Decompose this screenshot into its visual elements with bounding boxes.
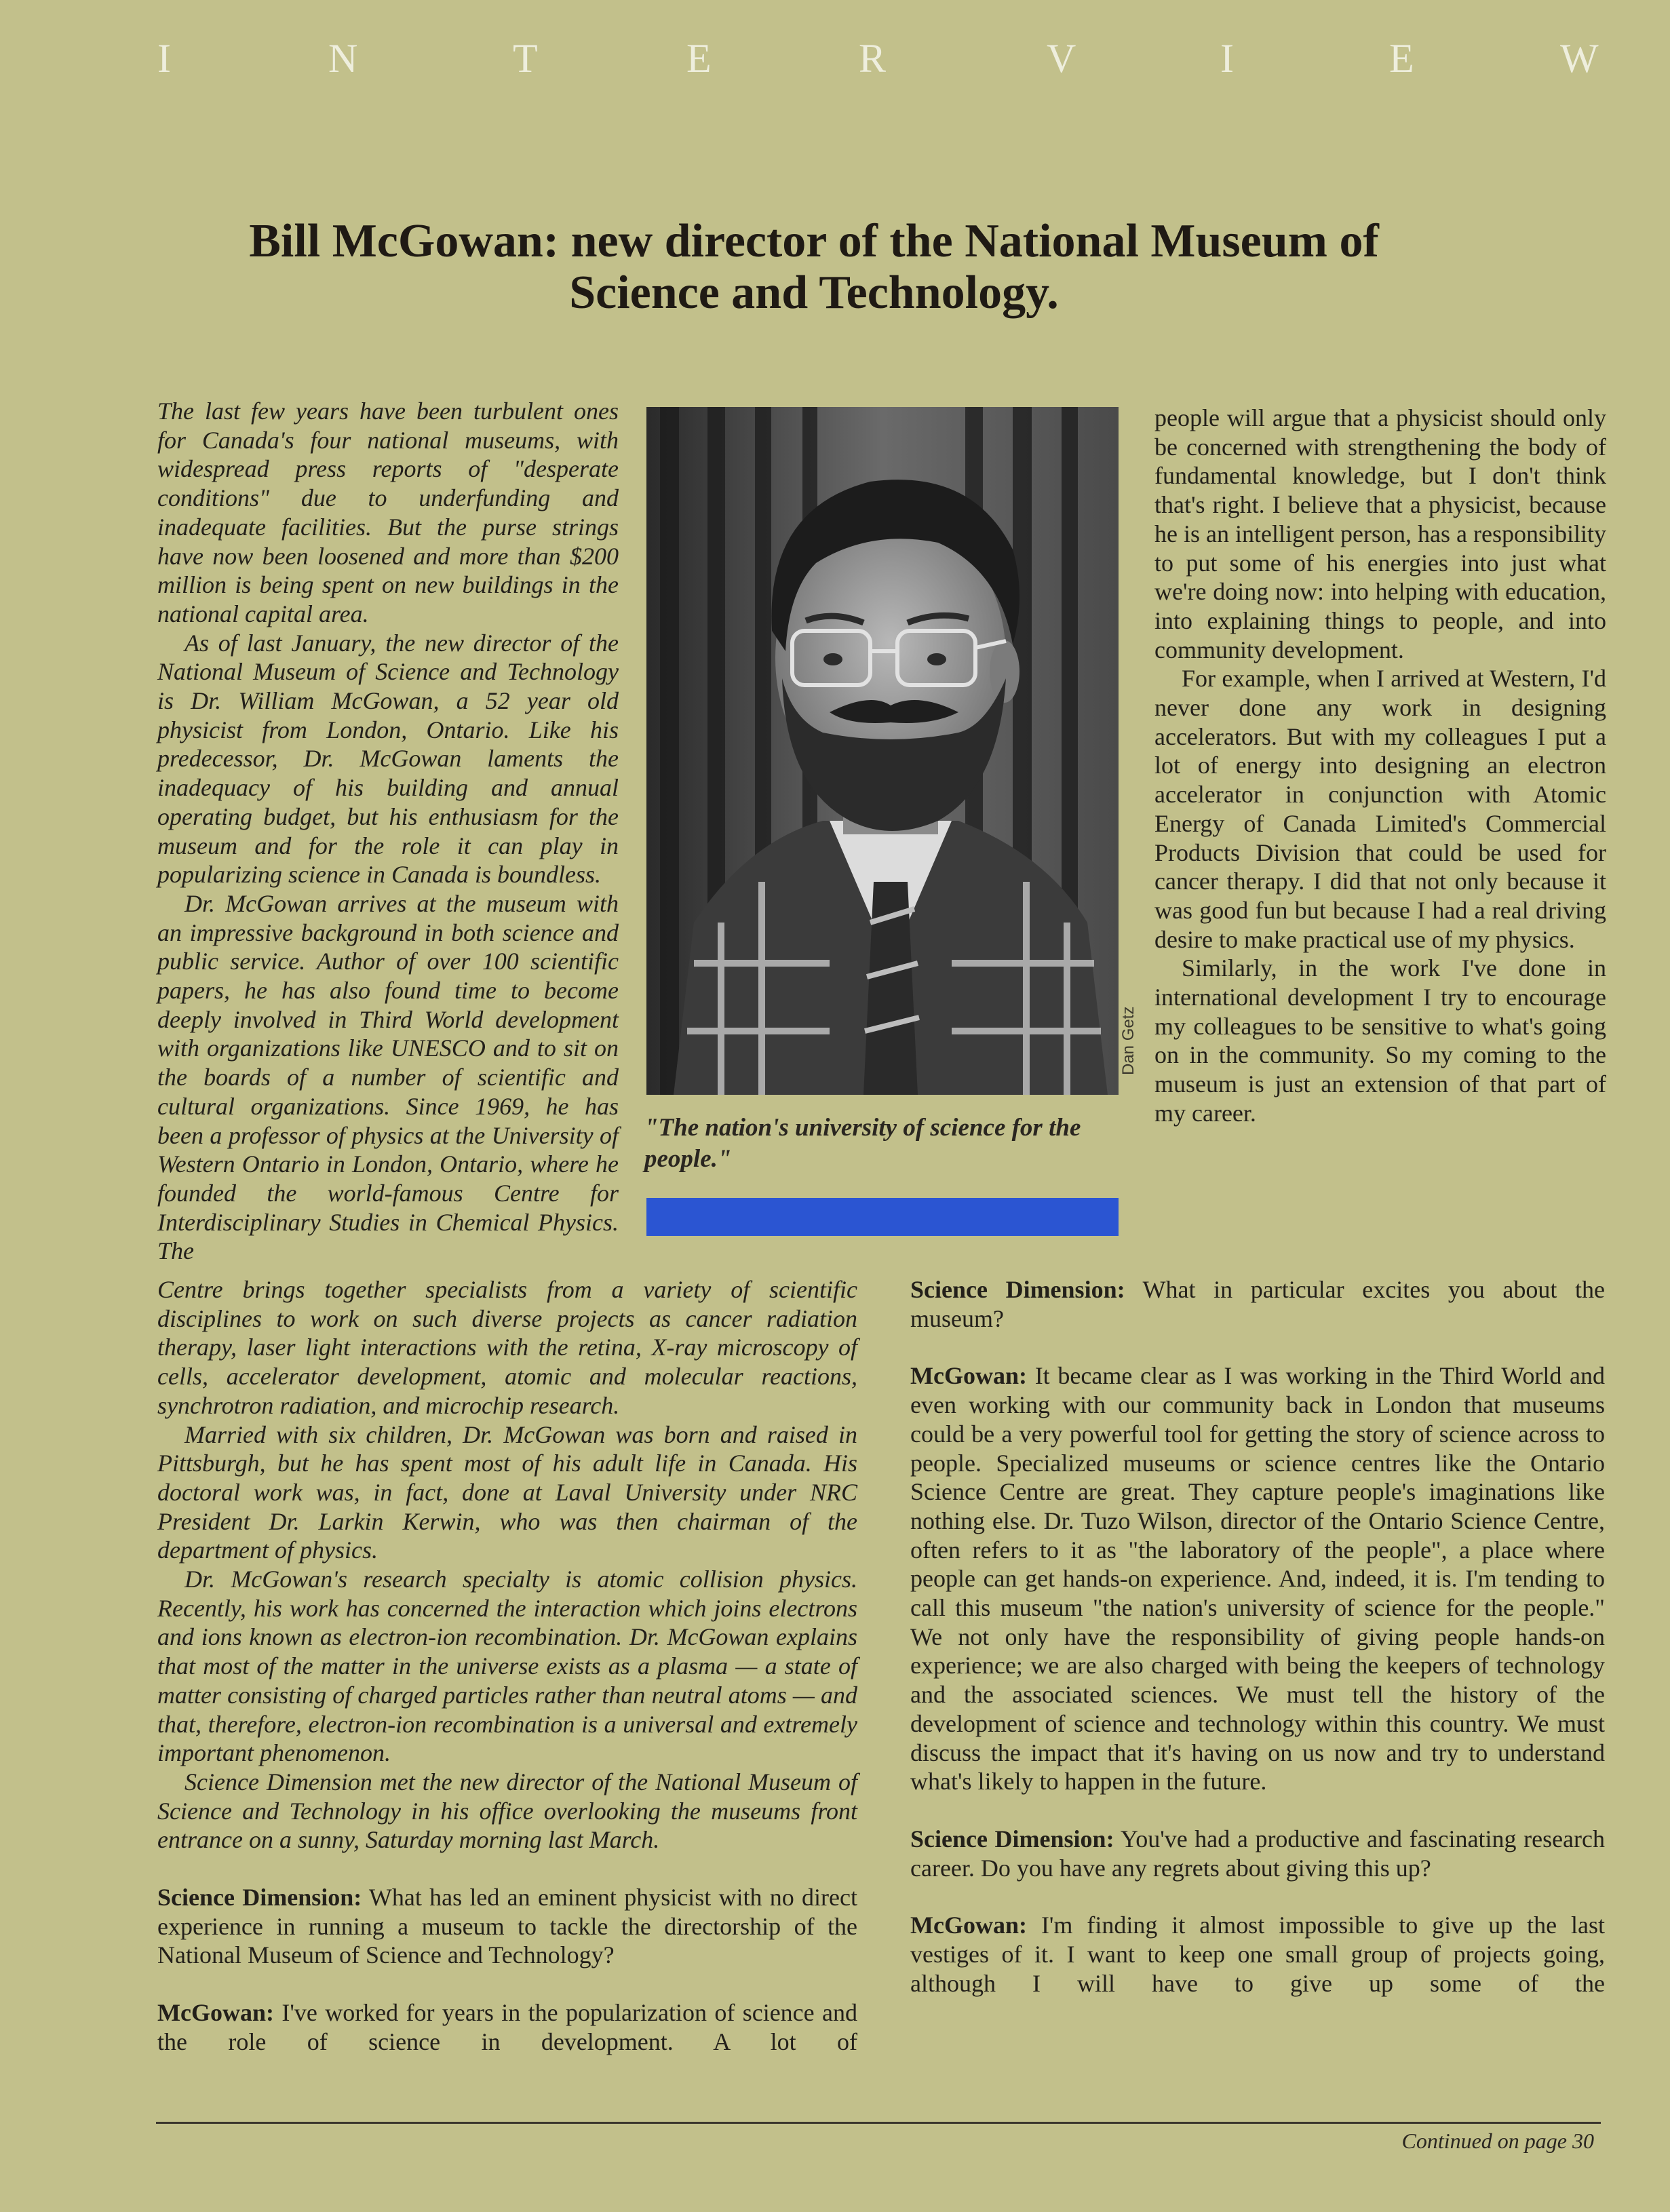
question-text: What in particular excites you about the museum? bbox=[910, 1276, 1605, 1332]
intro-paragraph: Dr. McGowan's research specialty is atomic collision physics. Recently, his work has concerned the interaction which joins electrons and ions known as electron-ion recombination. Dr. McGowan explains that most of the matter in the universe exists as a plasma — a state of matter consisting of charged particles rather than neutral atoms — and that, therefore, electron-ion recombination is a universal and extremely important phenomenon. bbox=[157, 1566, 857, 1767]
answer-paragraph: Similarly, in the work I've done in international development I try to encourage my colleagues to be sensitive to what's going on in the community. So my coming to the museum is just an extension of that part of my career. bbox=[1154, 954, 1606, 1127]
footer-rule bbox=[156, 2122, 1601, 2124]
answer-text: I'm finding it almost impossible to give up the last vestiges of it. I want to keep one small group of projects going, although I will have to give up some of the bbox=[910, 1912, 1605, 1997]
intro-paragraph: Dr. McGowan arrives at the museum with an impressive background in both science and public service. Author of over 100 scientific papers, he has also found time to become deeply involved in Third World development with organizations like UNESCO and to sit on the boards of a number of scientific and cultural organizations. Since 1969, he has been a professor of physics at the University of Western Ontario in London, Ontario, where he founded the world-famous Centre for Interdisciplinary Studies in Chemical Physics. The bbox=[157, 889, 619, 1265]
section-header bbox=[0, 35, 1670, 83]
intro-paragraph: The last few years have been turbulent ones for Canada's four national museums, with widespread press reports of "desperate conditions" due to underfunding and inadequate facilities. But the purse strings have now been loosened and more than $200 million is being spent on new buildings in the national capital area. bbox=[157, 397, 619, 627]
section-header-letter: T bbox=[513, 36, 538, 81]
question-block bbox=[157, 1883, 857, 1970]
section-header-letter: W bbox=[1560, 36, 1599, 81]
answer-block bbox=[910, 1911, 1605, 1998]
portrait-photo bbox=[646, 407, 1119, 1095]
section-header-letter: R bbox=[859, 36, 887, 81]
answer-text: It became clear as I was working in the Third World and even working with our community back in London that museums could be a very powerful tool for getting the story of science across to people. Specialized museums or science centres like the Ontario Science Centre are great. They capture people's imaginations like nothing else. Dr. Tuzo Wilson, director of the Ontario Science Centre, often refers to it as "the laboratory of the people", a place where people can get hands-on experience. And, indeed, it is. I'm tending to call this museum "the nation's university of science for the people." We not only have the responsibility of giving people hands-on experience; we are also charged with being the keepers of technology and the associated sciences. We must tell the history of the development of science and technology within this country. We must discuss the impact that it's having on us now and try to understand what's likely to happen in the future. bbox=[910, 1362, 1606, 1796]
question-text: You've had a productive and fascinating research career. Do you have any regrets about giving this up? bbox=[910, 1825, 1606, 1882]
question-block bbox=[910, 1825, 1605, 1882]
intro-paragraph: Married with six children, Dr. McGowan was born and raised in Pittsburgh, but he has spent most of his adult life in Canada. His doctoral work was, in fact, done at Laval University under NRC President Dr. Larkin Kerwin, who was then chairman of the department of physics. bbox=[157, 1420, 857, 1564]
speaker-label: McGowan: bbox=[910, 1912, 1027, 1939]
section-header-letter: N bbox=[328, 36, 358, 81]
section-header-letter: E bbox=[1389, 36, 1414, 81]
intro-paragraph: Science Dimension met the new director of the National Museum of Science and Technology in his office overlooking the museums front entrance on a sunny, Saturday morning last March. bbox=[157, 1768, 857, 1854]
speaker-label: McGowan: bbox=[157, 1999, 274, 2027]
section-header-letter: E bbox=[686, 36, 712, 81]
question-text: What has led an eminent physicist with no direct experience in running a museum to tackle the directorship of the National Museum of Science and Technology? bbox=[157, 1884, 858, 1969]
interview-column-right-bottom bbox=[910, 1275, 1605, 1998]
continued-note: Continued on page 30 bbox=[1401, 2129, 1594, 2153]
accent-bar bbox=[646, 1198, 1119, 1236]
speaker-label: McGowan: bbox=[910, 1362, 1027, 1390]
question-block bbox=[910, 1275, 1605, 1333]
article-headline: Bill McGowan: new director of the National Museum of Science and Technology. bbox=[249, 215, 1379, 319]
speaker-label: Science Dimension: bbox=[157, 1884, 362, 1912]
photo-caption: "The nation's university of science for the people." bbox=[644, 1114, 1081, 1173]
intro-column-left bbox=[157, 397, 619, 1266]
interview-column-left-bottom bbox=[157, 1275, 857, 2057]
answer-text: I've worked for years in the popularization of science and the role of science in development. A lot of bbox=[157, 1999, 858, 2055]
answer-paragraph: people will argue that a physicist should only be concerned with strengthening the body of fundamental knowledge, but I don't think that's right. I believe that a physicist, because he is an intelligent person, has a responsibility to put some of his energies into just what we're doing now: into helping with education, into explaining things to people, and into community development. bbox=[1154, 404, 1606, 663]
answer-block bbox=[157, 1998, 857, 2056]
section-header-letter: I bbox=[157, 36, 171, 81]
interview-column-right-top bbox=[1154, 404, 1606, 1128]
speaker-label: Science Dimension: bbox=[910, 1276, 1125, 1303]
section-header-letter: V bbox=[1047, 36, 1076, 81]
section-header-letter: I bbox=[1220, 36, 1234, 81]
answer-paragraph: For example, when I arrived at Western, I'd never done any work in designing accelerators. But with my colleagues I put a lot of energy into designing an electron accelerator in conjunction with Atomic Energy of Canada Limited's Commercial Products Division that could be used for cancer therapy. I did that not only because it was good fun but because I had a real driving desire to make practical use of my physics. bbox=[1154, 665, 1606, 953]
intro-paragraph: As of last January, the new director of the National Museum of Science and Technology is Dr. William McGowan, a 52 year old physicist from London, Ontario. Like his predecessor, Dr. McGowan laments the inadequacy of his building and annual operating budget, but his enthusiasm for the museum and for the role it can play in popularizing science in Canada is boundless. bbox=[157, 629, 619, 889]
answer-block bbox=[910, 1361, 1605, 1796]
intro-paragraph: Centre brings together specialists from a variety of scientific disciplines to work on such diverse projects as cancer radiation therapy, laser light interactions with the retina, X-ray microscopy of cells, accelerator development, atomic and molecular reactions, synchrotron radiation, and microchip research. bbox=[157, 1276, 857, 1419]
speaker-label: Science Dimension: bbox=[910, 1825, 1114, 1852]
portrait-illustration bbox=[646, 407, 1119, 1095]
photo-credit: Dan Getz bbox=[1119, 1006, 1138, 1075]
